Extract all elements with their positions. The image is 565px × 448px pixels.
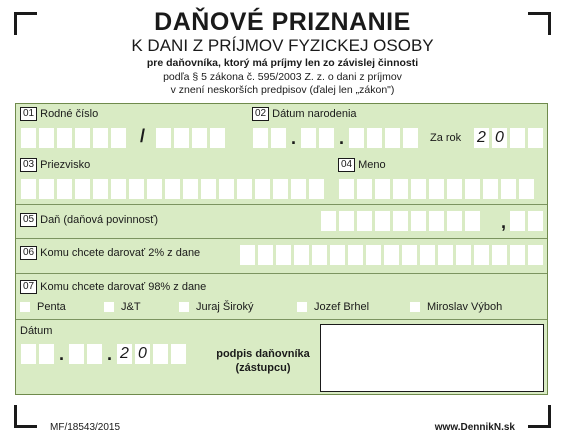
first-name-cells[interactable] (339, 179, 534, 199)
form-law-line: podľa § 5 zákona č. 595/2003 Z. z. o dani z príjmov (163, 71, 402, 83)
letter-cell[interactable] (39, 179, 54, 199)
slash-separator: / (140, 126, 146, 146)
letter-cell[interactable] (474, 245, 489, 265)
letter-cell[interactable] (258, 245, 273, 265)
section-divider (16, 238, 547, 239)
tax-year-cells[interactable] (474, 128, 543, 148)
digit-cell[interactable] (447, 211, 462, 231)
field-number-07: 07 (20, 280, 37, 294)
tax-year-digit: 2 (474, 128, 489, 148)
letter-cell[interactable] (519, 179, 534, 199)
birth-number-part1[interactable] (21, 128, 126, 148)
digit-cell[interactable] (210, 128, 225, 148)
letter-cell[interactable] (447, 179, 462, 199)
digit-cell[interactable] (465, 211, 480, 231)
letter-cell[interactable] (420, 245, 435, 265)
signature-label-line1: podpis daňovníka (216, 348, 310, 360)
field-number-01: 01 (20, 107, 37, 121)
option-label: Juraj Široký (196, 301, 254, 313)
digit-cell[interactable] (253, 128, 268, 148)
digit-cell[interactable] (21, 344, 36, 364)
checkbox[interactable] (297, 302, 307, 312)
birth-year-cells[interactable] (349, 128, 418, 148)
option-jozef-brhel[interactable] (297, 301, 369, 313)
letter-cell[interactable] (147, 179, 162, 199)
donate-2-percent-label: Komu chcete darovať 2% z dane (40, 247, 201, 259)
letter-cell[interactable] (375, 179, 390, 199)
field-07-label (20, 280, 206, 294)
checkbox[interactable] (20, 302, 30, 312)
birth-number-label: Rodné číslo (40, 108, 99, 120)
letter-cell[interactable] (165, 179, 180, 199)
date-label: Dátum (20, 325, 53, 337)
option-label: Penta (37, 301, 66, 313)
letter-cell[interactable] (465, 179, 480, 199)
date-year-digit: 0 (135, 344, 150, 364)
birth-month-cells[interactable] (301, 128, 334, 148)
section-divider (16, 204, 547, 205)
digit-cell[interactable] (69, 344, 84, 364)
signature-box[interactable] (320, 324, 544, 392)
digit-cell[interactable] (75, 128, 90, 148)
donate-98-percent-label: Komu chcete darovať 98% z dane (40, 281, 207, 293)
letter-cell[interactable] (201, 179, 216, 199)
field-number-05: 05 (20, 213, 37, 227)
dot-separator: . (291, 128, 297, 148)
digit-cell[interactable] (349, 128, 364, 148)
digit-cell[interactable] (321, 211, 336, 231)
tax-amount-cells[interactable] (321, 211, 480, 231)
date-year-empty-cell[interactable] (171, 344, 186, 364)
digit-cell[interactable] (192, 128, 207, 148)
digit-cell[interactable] (393, 211, 408, 231)
tax-year-digit: 0 (492, 128, 507, 148)
letter-cell[interactable] (411, 179, 426, 199)
digit-cell[interactable] (156, 128, 171, 148)
date-year-cells[interactable] (117, 344, 186, 364)
letter-cell[interactable] (240, 245, 255, 265)
digit-cell[interactable] (403, 128, 418, 148)
letter-cell[interactable] (393, 179, 408, 199)
letter-cell[interactable] (237, 179, 252, 199)
birth-day-cells[interactable] (253, 128, 286, 148)
signature-label-line2: (zástupcu) (235, 362, 291, 374)
letter-cell[interactable] (291, 179, 306, 199)
digit-cell[interactable] (39, 344, 54, 364)
digit-cell[interactable] (271, 128, 286, 148)
digit-cell[interactable] (367, 128, 382, 148)
letter-cell[interactable] (183, 179, 198, 199)
field-03-label (20, 158, 90, 172)
tax-liability-label: Daň (daňová povinnosť) (40, 214, 158, 226)
digit-cell[interactable] (411, 211, 426, 231)
letter-cell[interactable] (501, 179, 516, 199)
form-code: MF/18543/2015 (50, 422, 121, 433)
digit-cell[interactable] (339, 211, 354, 231)
field-number-02: 02 (252, 107, 269, 121)
form-scope-line: pre daňovníka, ktorý má príjmy len zo závislej činnosti (146, 57, 419, 69)
digit-cell[interactable] (375, 211, 390, 231)
letter-cell[interactable] (312, 245, 327, 265)
letter-cell[interactable] (93, 179, 108, 199)
form-title: DAŇOVÉ PRIZNANIE (154, 8, 411, 36)
field-06-label (20, 246, 200, 260)
checkbox[interactable] (104, 302, 114, 312)
publisher-url[interactable]: www.DennikN.sk (434, 422, 515, 433)
letter-cell[interactable] (357, 179, 372, 199)
digit-cell[interactable] (93, 128, 108, 148)
letter-cell[interactable] (111, 179, 126, 199)
corner-mark-bottom-right (528, 405, 551, 428)
letter-cell[interactable] (57, 179, 72, 199)
date-month-cells[interactable] (69, 344, 102, 364)
option-miroslav-vyboh[interactable] (410, 301, 502, 313)
signature-label (211, 347, 315, 375)
surname-label: Priezvisko (40, 159, 91, 171)
tax-year-empty-cell[interactable] (510, 128, 525, 148)
section-divider (16, 273, 547, 274)
option-label: Jozef Brhel (314, 301, 370, 313)
option-label: Miroslav Výboh (427, 301, 503, 313)
letter-cell[interactable] (528, 245, 543, 265)
field-number-04: 04 (338, 158, 355, 172)
letter-cell[interactable] (21, 179, 36, 199)
form-subtitle: K DANI Z PRÍJMOV FYZICKEJ OSOBY (131, 36, 434, 55)
checkbox[interactable] (179, 302, 189, 312)
digit-cell[interactable] (21, 128, 36, 148)
letter-cell[interactable] (339, 179, 354, 199)
option-jt[interactable] (104, 301, 141, 313)
section-divider (16, 319, 547, 320)
letter-cell[interactable] (255, 179, 270, 199)
first-name-label: Meno (358, 159, 386, 171)
field-02-label (252, 107, 357, 121)
letter-cell[interactable] (273, 179, 288, 199)
digit-cell[interactable] (357, 211, 372, 231)
digit-cell[interactable] (87, 344, 102, 364)
tax-year-label: Za rok (430, 132, 462, 144)
option-penta[interactable] (20, 301, 66, 313)
tax-cents-cells[interactable] (510, 211, 543, 231)
option-label: J&T (121, 301, 141, 313)
tax-form-panel (15, 103, 548, 395)
letter-cell[interactable] (75, 179, 90, 199)
digit-cell[interactable] (510, 211, 525, 231)
letter-cell[interactable] (129, 179, 144, 199)
letter-cell[interactable] (384, 245, 399, 265)
date-year-empty-cell[interactable] (153, 344, 168, 364)
field-04-label (338, 158, 386, 172)
letter-cell[interactable] (276, 245, 291, 265)
digit-cell[interactable] (174, 128, 189, 148)
tax-year-empty-cell[interactable] (528, 128, 543, 148)
digit-cell[interactable] (429, 211, 444, 231)
field-05-label (20, 213, 158, 227)
comma-separator: , (501, 212, 507, 232)
corner-mark-bottom-left (14, 405, 37, 428)
digit-cell[interactable] (319, 128, 334, 148)
surname-cells[interactable] (21, 179, 324, 199)
date-day-cells[interactable] (21, 344, 54, 364)
digit-cell[interactable] (301, 128, 316, 148)
letter-cell[interactable] (438, 245, 453, 265)
birth-number-part2[interactable] (156, 128, 225, 148)
checkbox[interactable] (410, 302, 420, 312)
letter-cell[interactable] (330, 245, 345, 265)
field-number-06: 06 (20, 246, 37, 260)
letter-cell[interactable] (402, 245, 417, 265)
digit-cell[interactable] (39, 128, 54, 148)
letter-cell[interactable] (456, 245, 471, 265)
letter-cell[interactable] (309, 179, 324, 199)
dot-separator: . (107, 344, 113, 364)
letter-cell[interactable] (492, 245, 507, 265)
letter-cell[interactable] (348, 245, 363, 265)
letter-cell[interactable] (483, 179, 498, 199)
date-year-digit: 2 (117, 344, 132, 364)
letter-cell[interactable] (219, 179, 234, 199)
donate-2-percent-cells[interactable] (240, 245, 543, 265)
letter-cell[interactable] (510, 245, 525, 265)
field-01-label (20, 107, 98, 121)
field-number-03: 03 (20, 158, 37, 172)
letter-cell[interactable] (366, 245, 381, 265)
dot-separator: . (59, 344, 65, 364)
letter-cell[interactable] (429, 179, 444, 199)
dot-separator: . (339, 128, 345, 148)
digit-cell[interactable] (385, 128, 400, 148)
digit-cell[interactable] (57, 128, 72, 148)
digit-cell[interactable] (111, 128, 126, 148)
letter-cell[interactable] (294, 245, 309, 265)
birth-date-label: Dátum narodenia (272, 108, 357, 120)
digit-cell[interactable] (528, 211, 543, 231)
option-juraj-siroky[interactable] (179, 301, 253, 313)
form-amendment-line: v znení neskorších predpisov (ďalej len „zákon") (170, 84, 395, 96)
